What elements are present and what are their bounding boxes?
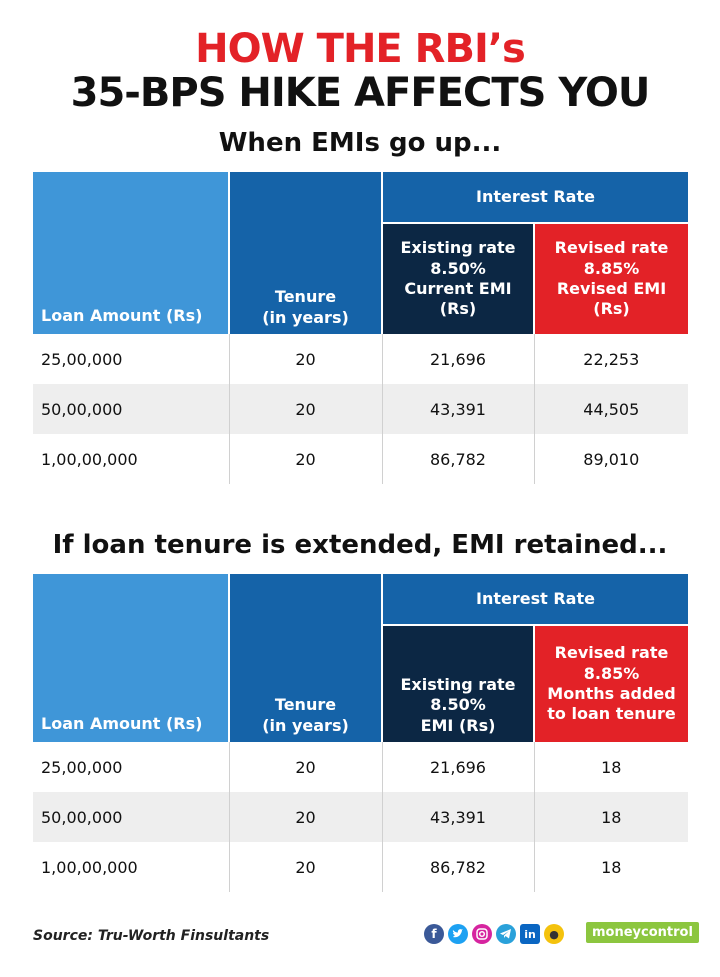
page-title-line2: 35-BPS HIKE AFFECTS YOU <box>70 70 650 116</box>
revised-line: Revised rate <box>554 238 669 258</box>
revised-line: Revised EMI <box>556 279 667 298</box>
cell-months-added: 18 <box>534 792 688 842</box>
cell-revised-emi: 89,010 <box>583 449 640 469</box>
cell-revised-emi: 22,253 <box>583 349 640 369</box>
header-existing-rate <box>382 625 534 742</box>
header-tenure <box>229 172 382 334</box>
cell-loan-amount: 50,00,000 <box>33 792 229 842</box>
cell-current-emi: 86,782 <box>382 434 534 484</box>
instagram-icon[interactable] <box>472 924 492 944</box>
table-row <box>33 842 688 892</box>
header-tenure-line1: Tenure <box>274 287 337 307</box>
table1-subtitle: When EMIs go up... <box>218 128 502 158</box>
social-icons <box>424 924 564 944</box>
existing-line: 8.50% <box>430 695 486 715</box>
koo-icon[interactable]: ● <box>544 924 564 944</box>
moneycontrol-logo[interactable]: moneycontrol <box>586 922 699 943</box>
cell-tenure: 20 <box>229 334 382 384</box>
cell-loan-amount: 25,00,000 <box>33 742 229 792</box>
cell-loan-amount: 1,00,00,000 <box>33 434 229 484</box>
cell-tenure: 20 <box>229 384 382 434</box>
cell-revised-emi: 44,505 <box>534 384 688 434</box>
existing-line: EMI (Rs) <box>420 715 496 735</box>
existing-line: Current EMI <box>404 279 512 298</box>
telegram-icon[interactable] <box>496 924 516 944</box>
revised-line: 8.85% <box>583 258 640 278</box>
header-revised-rate <box>534 625 688 742</box>
cell-emi: 86,782 <box>382 842 534 892</box>
cell-tenure: 20 <box>229 842 382 892</box>
cell-months-added: 18 <box>601 757 622 777</box>
header-interest-rate: Interest Rate <box>382 172 688 223</box>
table-row <box>33 334 688 384</box>
header-revised-rate <box>534 223 688 334</box>
revised-line: 8.85% <box>583 663 640 683</box>
cell-emi: 43,391 <box>382 792 534 842</box>
cell-loan-amount: 50,00,000 <box>33 384 229 434</box>
cell-loan-amount: 1,00,00,000 <box>33 842 229 892</box>
page-title-line1: HOW THE RBI’s <box>195 26 525 72</box>
cell-tenure: 20 <box>229 742 382 792</box>
table-row <box>33 384 688 434</box>
source-note: Source: Tru-Worth Finsultants <box>33 928 270 944</box>
cell-loan-amount: 25,00,000 <box>33 334 229 384</box>
cell-tenure: 20 <box>229 434 382 484</box>
cell-months-added: 18 <box>601 857 622 877</box>
header-loan-amount: Loan Amount (Rs) <box>33 574 229 742</box>
linkedin-icon[interactable]: in <box>520 924 540 944</box>
header-tenure <box>229 574 382 742</box>
twitter-icon[interactable] <box>448 924 468 944</box>
header-tenure-line2: (in years) <box>262 715 349 735</box>
emi-table-1 <box>33 172 688 484</box>
cell-tenure: 20 <box>229 792 382 842</box>
header-tenure-line1: Tenure <box>274 695 337 715</box>
existing-line: (Rs) <box>439 299 477 319</box>
emi-table-2 <box>33 574 688 892</box>
table-row <box>33 742 688 792</box>
existing-line: Existing rate <box>400 238 516 258</box>
header-interest-rate: Interest Rate <box>382 574 688 625</box>
cell-current-emi: 21,696 <box>382 334 534 384</box>
table-row <box>33 792 688 842</box>
table2-subtitle: If loan tenure is extended, EMI retained... <box>52 530 668 560</box>
cell-current-emi: 43,391 <box>382 384 534 434</box>
existing-line: Existing rate <box>400 674 516 694</box>
header-loan-amount: Loan Amount (Rs) <box>33 172 229 334</box>
table-row <box>33 434 688 484</box>
existing-line: 8.50% <box>430 258 486 278</box>
revised-line: Revised rate <box>554 643 669 663</box>
revised-line: Months added <box>547 684 676 703</box>
cell-emi: 21,696 <box>382 742 534 792</box>
facebook-icon[interactable]: f <box>424 924 444 944</box>
header-existing-rate <box>382 223 534 334</box>
revised-line: (Rs) <box>593 299 630 319</box>
header-tenure-line2: (in years) <box>262 307 349 327</box>
revised-line: to loan tenure <box>547 704 676 724</box>
